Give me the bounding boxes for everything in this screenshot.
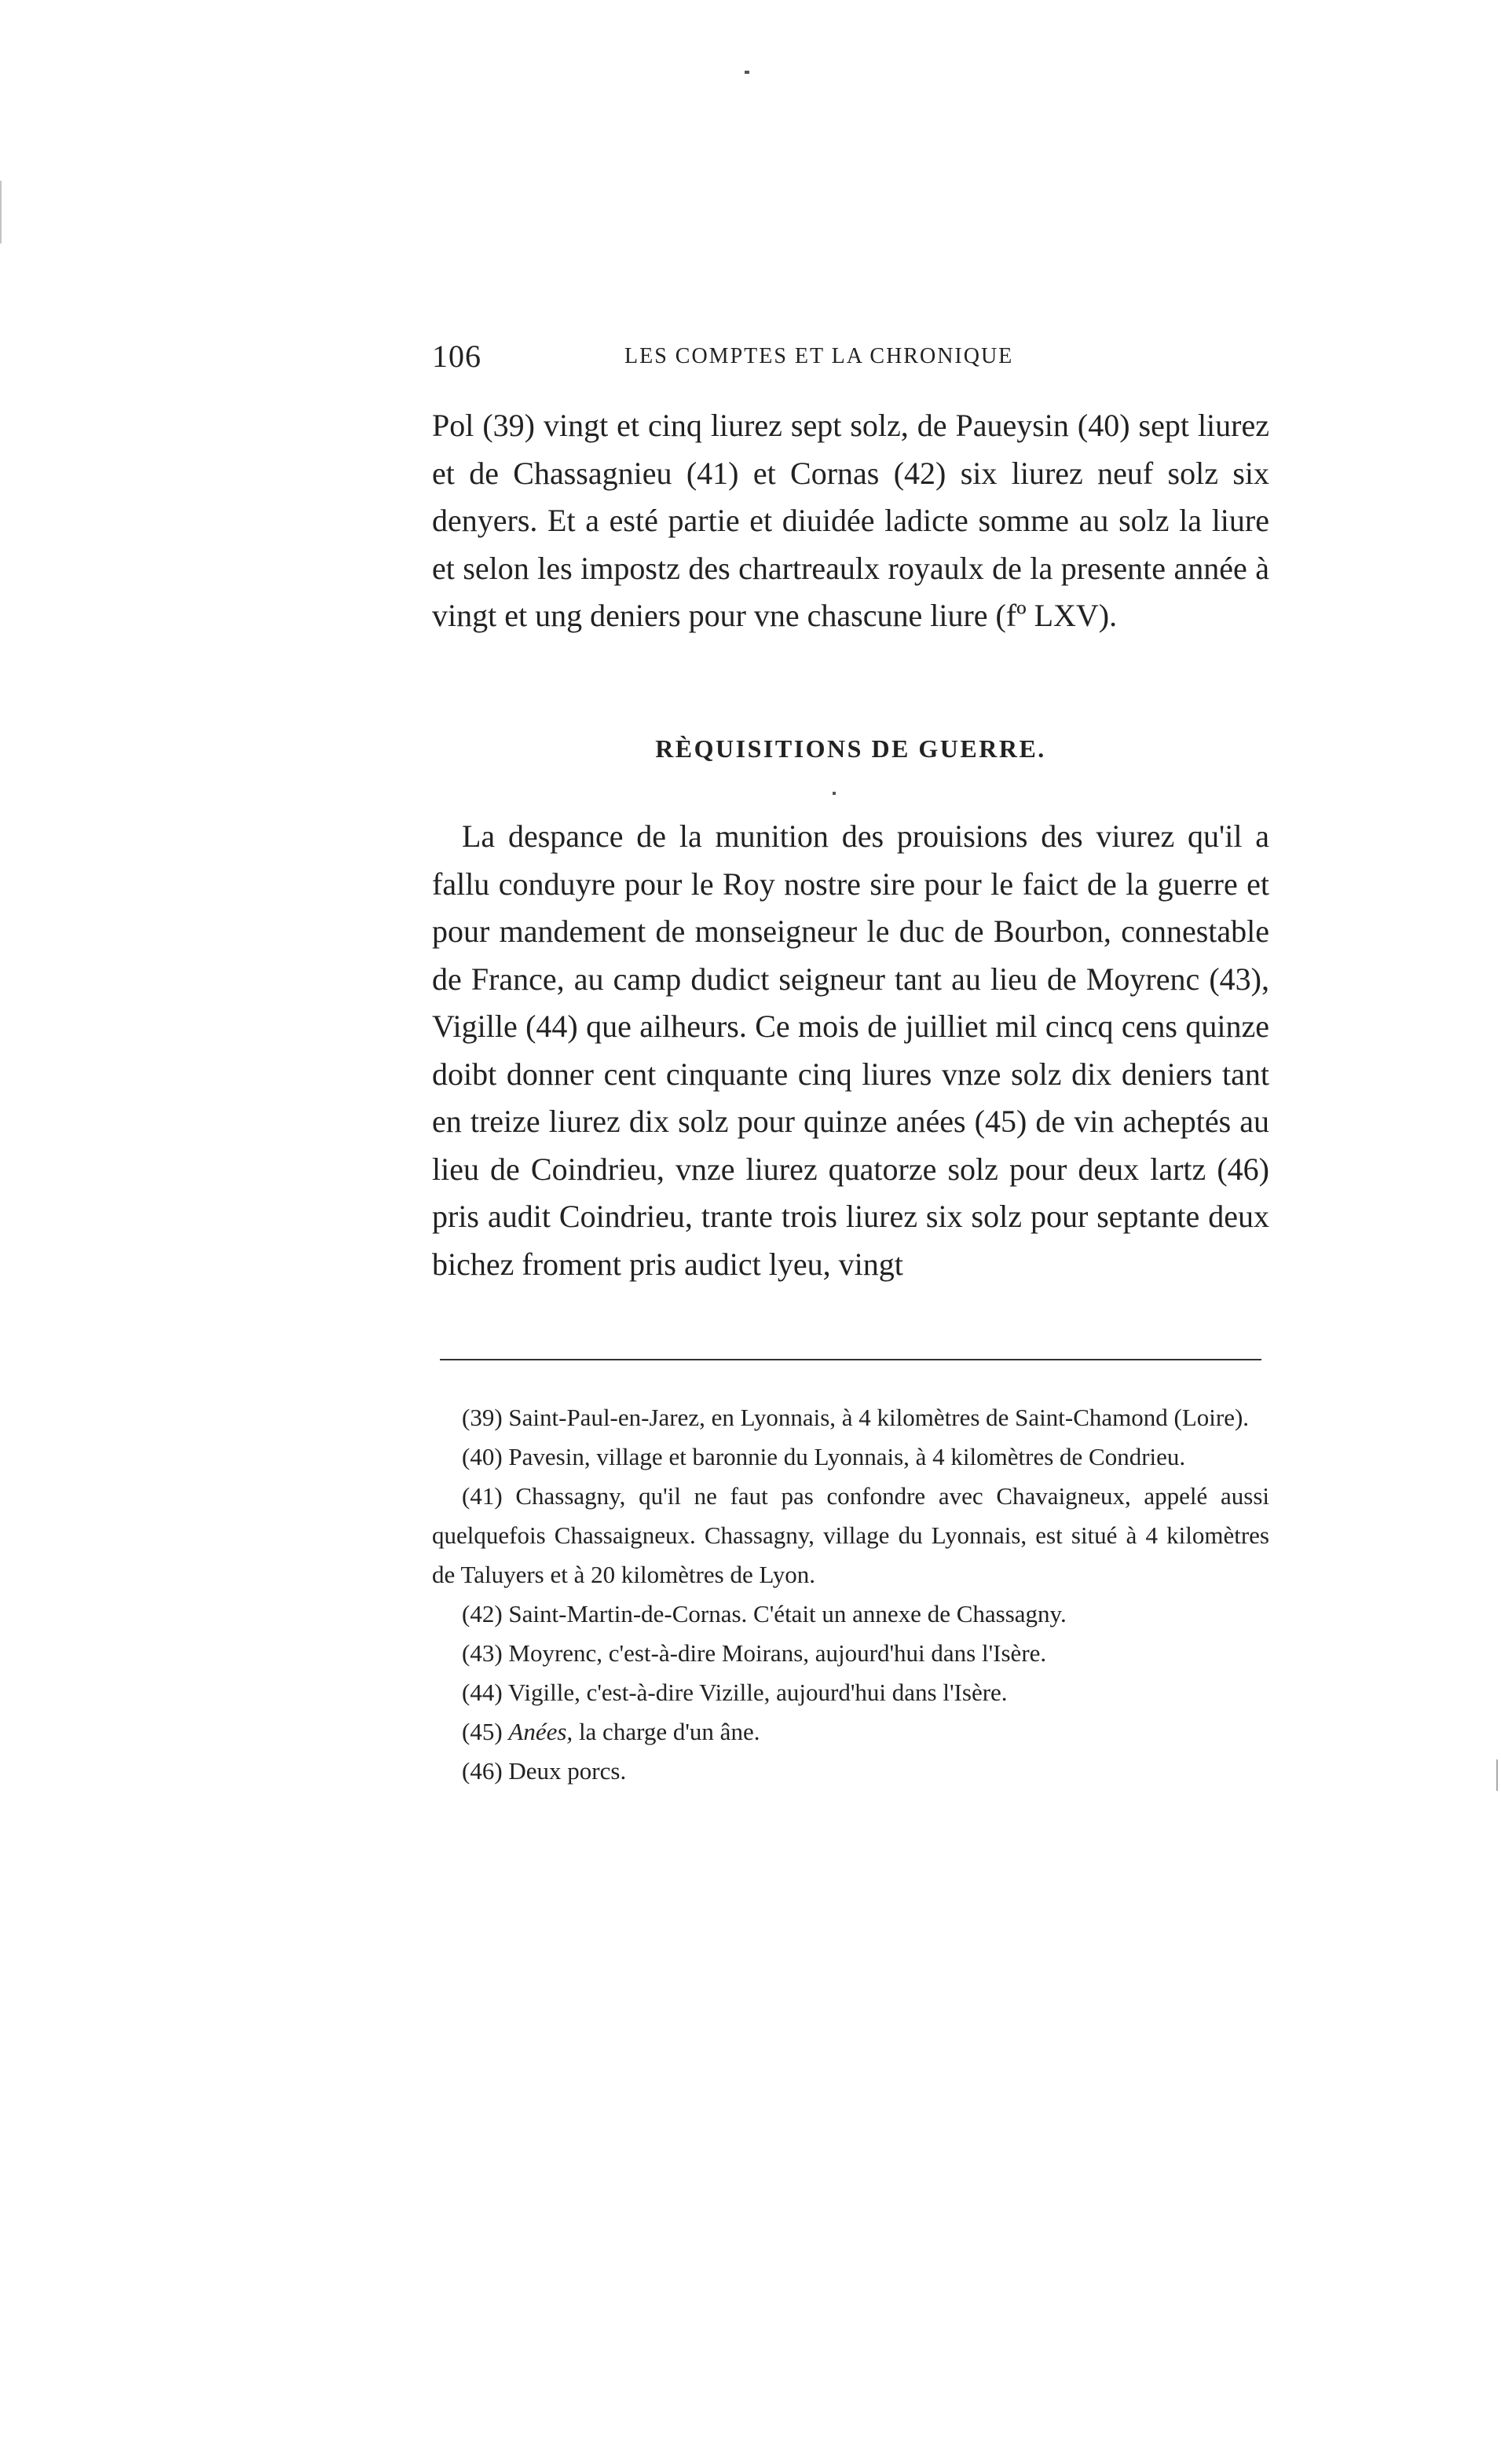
footnote-45-definition: la charge d'un âne.: [578, 1718, 760, 1745]
scan-speck: [1496, 1759, 1498, 1791]
scan-speck: [745, 71, 749, 74]
footnote-39: (39) Saint-Paul-en-Jarez, en Lyonnais, à 4 kilomètres de Saint-Chamond (Loire).: [462, 1404, 1250, 1431]
footnotes: [432, 1398, 1269, 1791]
footnote-42: (42) Saint-Martin-de-Cornas. C'était un annexe de Chassagny.: [462, 1600, 1067, 1627]
page-number: 106: [432, 339, 481, 374]
running-title: LES COMPTES ET LA CHRONIQUE: [624, 344, 1014, 368]
footnote-46: (46) Deux porcs.: [462, 1757, 627, 1785]
body-paragraph-2: La despance de la munition des prouisions des viurez qu'il a fallu conduyre pour le Roy nostre sire pour le faict de la guerre et pour mandement de monseigneur le duc de Bourbon, connestable de France, au camp dudict seigneur tant au lieu de Moyrenc (43), Vigille (44) que ailheurs. Ce mois de juilliet mil cincq cens quinze doibt donner cent cinquante cinq liures vnze solz dix deniers tant en treize liurez dix solz pour quinze anées (45) de vin acheptés au lieu de Coindrieu, vnze liurez quatorze solz pour deux lartz (46) pris audit Coindrieu, trante trois liurez six solz pour septante deux bichez froment pris audict lyeu, vingt: [432, 818, 1269, 1282]
footnote-44: (44) Vigille, c'est-à-dire Vizille, aujourd'hui dans l'Isère.: [462, 1679, 1008, 1706]
footnote-45-term: Anées,: [508, 1718, 573, 1745]
footnote-separator: [440, 1359, 1261, 1360]
section-heading: RÈQUISITIONS DE GUERRE.: [655, 734, 1046, 763]
scan-speck: [0, 181, 2, 243]
scan-speck: [833, 792, 836, 795]
body-paragraph-1: Pol (39) vingt et cinq liurez sept solz, de Paueysin (40) sept liurez et de Chassagnieu (41) et Cornas (42) six liurez neuf solz six denyers. Et a esté partie et diuidée ladicte somme au solz la liure et selon les impostz des chartreaulx royaulx de la presente année à vingt et ung deniers pour vne chascune liure (fº LXV).: [432, 408, 1269, 633]
footnote-40: (40) Pavesin, village et baronnie du Lyonnais, à 4 kilomètres de Condrieu.: [462, 1443, 1186, 1470]
page-header: [432, 338, 1272, 377]
footnote-43: (43) Moyrenc, c'est-à-dire Moirans, aujourd'hui dans l'Isère.: [462, 1639, 1047, 1667]
footnote-45: [432, 1712, 1269, 1752]
footnote-41: (41) Chassagny, qu'il ne faut pas confondre avec Chavaigneux, appelé aussi quelquefois Chassaigneux. Chassagny, village du Lyonnais, est situé à 4 kilomètres de Taluyers et à 20 kilomètres de Lyon.: [432, 1482, 1269, 1588]
footnote-45-number: (45): [462, 1718, 503, 1745]
